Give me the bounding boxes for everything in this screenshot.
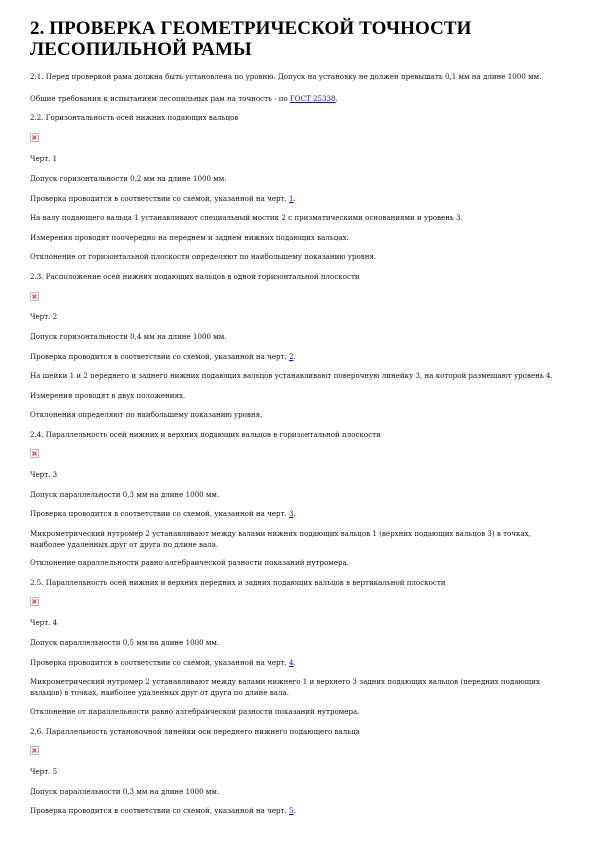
tolerance-5: Допуск параллельности 0,3 мм на длине 1000 мм. <box>30 787 220 796</box>
figure-caption-3: Черт. 3 <box>30 470 58 479</box>
period: . <box>335 94 338 103</box>
heading-2-3: 2.3. Расположение осей нижних подающих вальцов в одной горизонтальной плоскости <box>30 272 360 281</box>
paragraph-2-4-a: Микрометрический нутромер 2 устанавливают между валами нижних подающих вальцов 1 (верхних подающих вальцов 3) в точках, наиболее удаленных друг от друга по длине вала. <box>30 529 531 549</box>
paragraph-general <box>30 93 570 104</box>
check-text: Проверка проводится в соответствии со схемой, указанной на черт. <box>30 352 287 361</box>
tolerance-2: Допуск горизонтальности 0,4 мм на длине 1000 мм. <box>30 332 227 341</box>
paragraph-2-5-a: Микрометрический нутромер 2 устанавливают между валами нижнего 1 и верхнего 3 задних подающих вальцов (передних подающих вальцов) в точках, наиболее удаленных друг от друга по длине вала. <box>30 677 541 697</box>
figure-link-3[interactable]: 3 <box>289 509 294 518</box>
figure-caption-5: Черт. 5 <box>30 767 58 776</box>
paragraph-2-2-c: Отклонение от горизонтальной плоскости определяют по наибольшему показанию уровня. <box>30 252 377 261</box>
check-line-2 <box>30 351 570 362</box>
gost-link[interactable]: ГОСТ 25338 <box>290 94 336 103</box>
tolerance-1: Допуск горизонтальности 0,2 мм на длине 1000 мм. <box>30 174 227 183</box>
period: . <box>293 509 296 518</box>
check-text: Проверка проводится в соответствии со схемой, указанной на черт. <box>30 806 287 815</box>
check-line-4 <box>30 657 570 668</box>
period: . <box>293 194 296 203</box>
figure-caption-2: Черт. 2 <box>30 312 58 321</box>
heading-2-6: 2.6. Параллельность установочной линейки оси переднего нижнего подающего вальца <box>30 727 360 736</box>
broken-image-icon <box>30 746 39 755</box>
paragraph-2-5-b: Отклонение от параллельности равно алгебраической разности показаний нутромера. <box>30 707 360 716</box>
check-text: Проверка проводится в соответствии со схемой, указанной на черт. <box>30 194 287 203</box>
paragraph-2-1: 2.1. Перед проверкой рама должна быть установлена по уровню. Допуск на установку не должен превышать 0,1 мм на длине 1000 мм. <box>30 72 542 81</box>
broken-image-icon <box>30 292 39 301</box>
tolerance-4: Допуск параллельности 0,5 мм на длине 1000 мм. <box>30 638 220 647</box>
heading-2-5: 2.5. Параллельность осей нижних и верхних передних и задних подающих вальцов в вертикальной плоскости <box>30 578 446 587</box>
tolerance-3: Допуск параллельности 0,3 мм на длине 1000 мм. <box>30 490 220 499</box>
page-title: 2. ПРОВЕРКА ГЕОМЕТРИЧЕСКОЙ ТОЧНОСТИ ЛЕСОПИЛЬНОЙ РАМЫ <box>30 18 472 60</box>
broken-image-icon <box>30 449 39 458</box>
period: . <box>293 352 296 361</box>
paragraph-2-4-b: Отклонение параллельности равно алгебраической разности показаний нутромера. <box>30 558 350 567</box>
broken-image-icon <box>30 597 39 606</box>
paragraph-2-3-b: Измерения проводят в двух положениях. <box>30 391 186 400</box>
paragraph-general-text: Общие требования к испытаниям лесопильных рам на точность - по <box>30 94 288 103</box>
paragraph-2-2-a: На валу подающего вальца 1 устанавливают специальный мостик 2 с призматическими основаниями и уровень 3. <box>30 213 463 222</box>
figure-link-5[interactable]: 5 <box>289 806 294 815</box>
figure-caption-1: Черт. 1 <box>30 154 58 163</box>
figure-link-1[interactable]: 1 <box>289 194 294 203</box>
figure-link-2[interactable]: 2 <box>289 352 294 361</box>
figure-link-4[interactable]: 4 <box>289 658 294 667</box>
broken-image-icon <box>30 133 39 142</box>
heading-2-2: 2.2. Горизонтальность осей нижних подающих вальцов <box>30 113 239 122</box>
check-text: Проверка проводится в соответствии со схемой, указанной на черт. <box>30 509 287 518</box>
period: . <box>293 658 296 667</box>
check-text: Проверка проводится в соответствии со схемой, указанной на черт. <box>30 658 287 667</box>
period: . <box>293 806 296 815</box>
check-line-3 <box>30 508 570 519</box>
paragraph-2-3-c: Отклонения определяют по наибольшему показанию уровня. <box>30 410 263 419</box>
figure-caption-4: Черт. 4 <box>30 618 58 627</box>
check-line-5 <box>30 805 570 816</box>
heading-2-4: 2.4. Параллельность осей нижних и верхних подающих вальцов в горизонтальной плоскости <box>30 430 381 439</box>
paragraph-2-3-a: На шейки 1 и 2 переднего и заднего нижних подающих вальцов устанавливают поверочную линейку 3, на которой размещают уровень 4. <box>30 371 553 380</box>
paragraph-2-2-b: Измерения проводят поочередно на переднем и заднем нижних подающих вальцах. <box>30 233 349 242</box>
check-line-1 <box>30 193 570 204</box>
